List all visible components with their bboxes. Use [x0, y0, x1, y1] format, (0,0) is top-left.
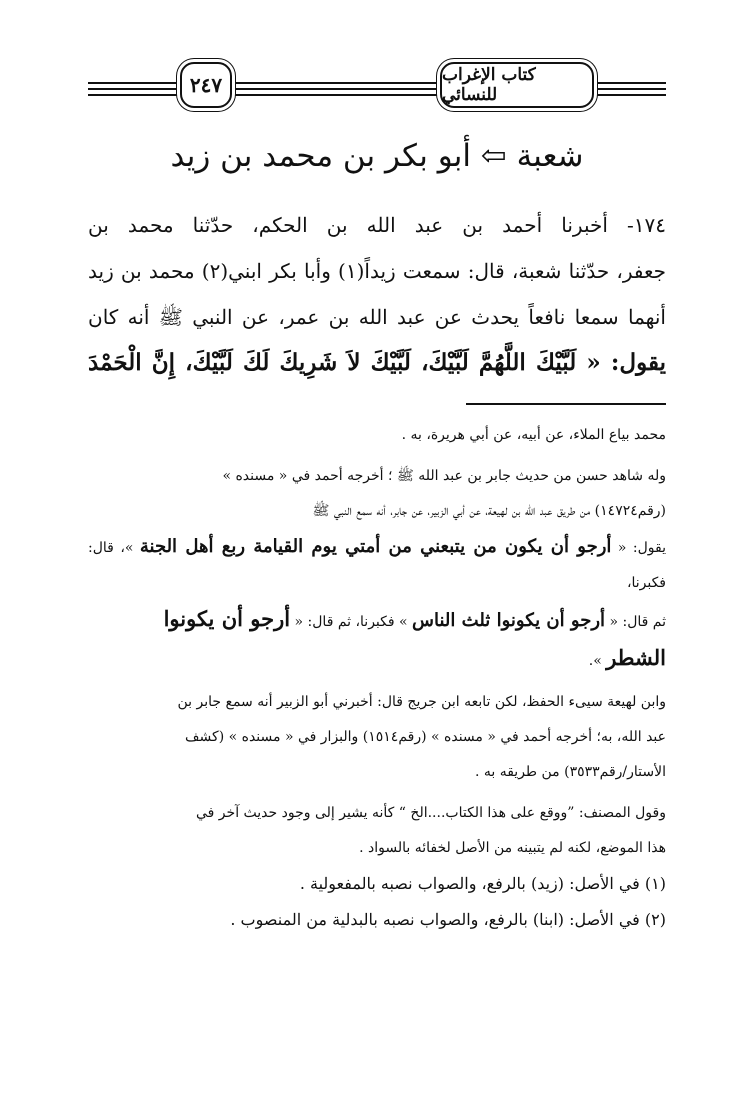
footnote-2: (٢) في الأصل: (ابنا) بالرفع، والصواب نصبه بالبدلية من المنصوب .	[230, 910, 666, 929]
quoted-hadith: أرجو أن يكونوا ثلث الناس	[412, 610, 606, 631]
note-line: عبد الله، به؛ أخرجه أحمد في « مسنده » (رقم١٥١٤) والبزار في « مسنده » (كشف	[185, 729, 666, 745]
footnote-1: (١) في الأصل: (زيد) بالرفع، والصواب نصبه بالمفعولية .	[299, 874, 666, 893]
note-text: »، قال: فكبرنا،	[88, 540, 666, 591]
note-line: الأستار/رقم٣٥٣٣) من طريقه به .	[474, 764, 666, 780]
hadith-line: جعفر، حدّثنا شعبة، قال: سمعت زيداً(١) وأبا بكر ابني(٢) محمد بن زيد	[88, 259, 666, 283]
note-text: » فكبرنا، ثم قال: «	[294, 614, 408, 630]
quoted-hadith: أرجو أن يكونوا	[163, 606, 291, 631]
footnote-separator	[466, 403, 666, 405]
hadith-line: يقول: « لَبَّيْكَ اللَّهُمَّ لَبَّيْكَ، لَبَّيْكَ لاَ شَرِيكَ لَكَ لَبَّيْكَ، إِنَّ الْحَمْدَ	[88, 349, 666, 376]
page-number: ٢٤٧	[180, 62, 232, 108]
notes	[88, 418, 666, 938]
note-line: محمد بياع الملاء، عن أبيه، عن أبي هريرة، به .	[401, 427, 666, 443]
hadith-line: ١٧٤- أخبرنا أحمد بن عبد الله بن الحكم، حدّثنا محمد بن	[88, 213, 666, 237]
note-line: وابن لهيعة سيىء الحفظ، لكن تابعه ابن جريج قال: أخبرني أبو الزبير أنه سمع جابر بن	[177, 694, 666, 710]
note-line	[88, 640, 666, 679]
note-line: وقول المصنف: ”ووقع على هذا الكتاب....الخ “ كأنه يشير إلى وجود حديث آخر في	[196, 805, 666, 821]
hadith-text	[88, 202, 666, 386]
note-line	[88, 601, 666, 640]
note-text: ثم قال: «	[609, 614, 666, 630]
section-heading: شعبة ⇦ أبو بكر بن محمد بن زيد	[170, 138, 584, 174]
note-line: (رقم١٤٧٢٤) من طريق عبد الله بن لهيعة، عن أبي الزبير، عن جابر، أنه سمع النبي ﷺ	[312, 503, 666, 519]
note-text: ».	[588, 653, 602, 669]
note-line: هذا الموضع، لكنه لم يتبينه من الأصل لخفائه بالسواد .	[359, 840, 666, 856]
book-title: كتاب الإغراب للنسائي	[440, 62, 594, 108]
hadith-line: أنهما سمعا نافعاً يحدث عن عبد الله بن عمر، عن النبي ﷺ أنه كان	[88, 305, 666, 329]
note-text: يقول: «	[617, 540, 666, 556]
note-line	[88, 529, 666, 601]
quoted-hadith: الشطر	[606, 645, 666, 670]
note-line: وله شاهد حسن من حديث جابر بن عبد الله ﷺ ؛ أخرجه أحمد في « مسنده »	[222, 468, 666, 484]
quoted-hadith: أرجو أن يكون من يتبعني من أمتي يوم القيامة ربع أهل الجنة	[139, 536, 612, 557]
